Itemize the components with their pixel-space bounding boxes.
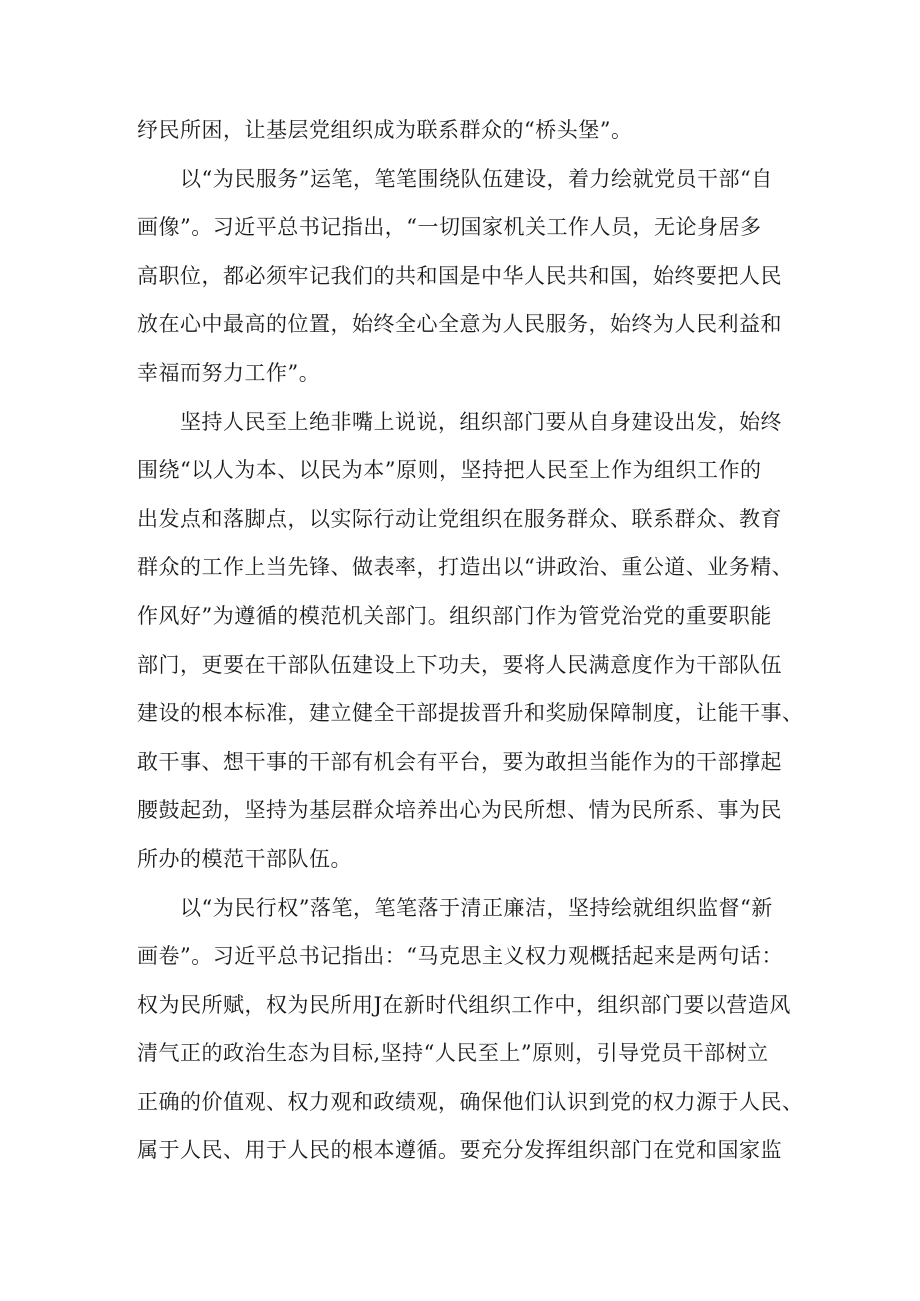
paragraph-line: 以“为民行权”落笔，笔笔落于清正廉洁，坚持绘就组织监督“新 [180, 895, 773, 920]
paragraph-line: 所办的模范干部队伍。 [137, 846, 352, 871]
paragraph-line: 部门，更要在干部队伍建设上下功夫，要将人民满意度作为干部队伍 [137, 652, 782, 677]
paragraph-line: 画卷”。习近平总书记指出：“马克思主义权力观概括起来是两句话： [137, 944, 783, 969]
paragraph-1 [137, 106, 797, 155]
paragraph-3 [137, 398, 804, 884]
paragraph-line: 属于人民、用于人民的根本遵循。要充分发挥组织部门在党和国家监 [137, 1138, 782, 1163]
paragraph-line: 建设的根本标准，建立健全干部提拔晋升和奖励保障制度，让能干事、 [137, 701, 804, 726]
paragraph-line: 高职位，都必须牢记我们的共和国是中华人民共和国，始终要把人民 [137, 263, 782, 288]
paragraph-line: 敢干事、想干事的干部有机会有平台，要为敢担当能作为的干部撑起 [137, 749, 782, 774]
paragraph-line: 画像”。习近平总书记指出，“一切国家机关工作人员，无论身居多 [137, 215, 762, 240]
paragraph-4 [137, 884, 804, 1176]
paragraph-line: 出发点和落脚点，以实际行动让党组织在服务群众、联系群众、教育 [137, 506, 782, 531]
paragraph-line: 腰鼓起劲，坚持为基层群众培养出心为民所想、情为民所系、事为民 [137, 798, 782, 823]
paragraph-line: 权为民所赋，权为民所用J在新时代组织工作中，组织部门要以营造风 [137, 992, 791, 1017]
paragraph-line: 幸福而努力工作”。 [137, 360, 321, 385]
paragraph-line: 放在心中最高的位置，始终全心全意为人民服务，始终为人民利益和 [137, 312, 782, 337]
paragraph-line: 纾民所困，让基层党组织成为联系群众的“桥头堡”。 [137, 118, 633, 142]
paragraph-line: 群众的工作上当先锋、做表率，打造出以“讲政治、重公道、业务精、 [137, 555, 794, 580]
paragraph-line: 以“为民服务”运笔，笔笔围绕队伍建设，着力绘就党员干部“自 [180, 166, 773, 191]
paragraph-line: 作风好”为遵循的模范机关部门。组织部门作为管党治党的重要职能 [137, 603, 772, 628]
paragraph-line: 坚持人民至上绝非嘴上说说，组织部门要从自身建设出发，始终 [180, 409, 782, 434]
paragraph-line: 围绕“以人为本、以民为本”原则，坚持把人民至上作为组织工作的 [137, 458, 762, 483]
document-body [137, 106, 804, 1175]
paragraph-line: 清气正的政治生态为目标,坚持“人民至上”原则，引导党员干部树立 [137, 1041, 769, 1066]
paragraph-line: 正确的价值观、权力观和政绩观，确保他们认识到党的权力源于人民、 [137, 1089, 804, 1114]
paragraph-2 [137, 155, 797, 398]
